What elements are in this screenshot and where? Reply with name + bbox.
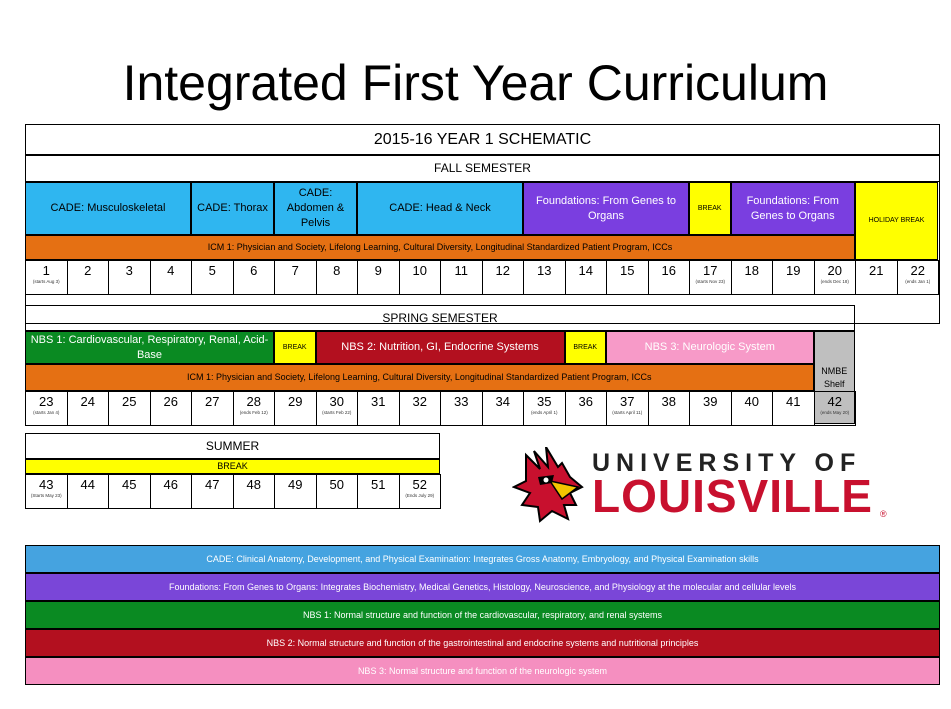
fall-week-7: [274, 260, 317, 295]
spring-week-23: [25, 391, 68, 426]
block-nbs1-label: NBS 1: Cardiovascular, Respiratory, Renal, Acid-Base: [30, 333, 269, 361]
week-number: 25: [122, 394, 137, 409]
spring-week-27: [191, 391, 234, 426]
summer-week-50: [316, 474, 359, 509]
summer-week-47: [191, 474, 234, 509]
week-number: 50: [329, 477, 344, 492]
week-number: 32: [412, 394, 427, 409]
fall-week-8: [316, 260, 359, 295]
spring-week-42: [814, 391, 857, 426]
week-number: 41: [786, 394, 801, 409]
logo-registered: ®: [880, 509, 887, 519]
week-number: 21: [869, 263, 884, 278]
spring-week-25: [108, 391, 151, 426]
week-note: (ends Jan 1): [905, 279, 931, 284]
week-number: 5: [208, 263, 216, 278]
block-spring-break-1-label: BREAK: [282, 343, 307, 351]
week-number: 40: [744, 394, 759, 409]
block-spring-break-2: [565, 331, 607, 364]
block-nmbe-shelf-label: NMBE Shelf: [821, 366, 848, 389]
fall-week-15: [606, 260, 649, 295]
legend-text: NBS 1: Normal structure and function of the cardiovascular, respiratory, and renal systems: [303, 610, 662, 620]
week-number: 37: [620, 394, 635, 409]
week-number: 8: [333, 263, 341, 278]
fall-week-22: [897, 260, 940, 295]
spring-week-41: [772, 391, 815, 426]
block-cade-abdomen: [274, 182, 357, 235]
week-number: 47: [205, 477, 220, 492]
summer-header-label: SUMMER: [205, 438, 260, 453]
fall-week-10: [399, 260, 442, 295]
legend-row: [25, 545, 940, 573]
block-cade-head-neck-label: CADE: Head & Neck: [389, 202, 491, 215]
week-number: 6: [250, 263, 258, 278]
week-note: (ends April 1): [530, 410, 558, 415]
block-fall-break-label: BREAK: [697, 204, 722, 212]
legend-text: CADE: Clinical Anatomy, Development, and Physical Examination: Integrates Gross Anatomy, Embryology, and Physical Examination skills: [206, 554, 759, 564]
spring-icm-bar-label: ICM 1: Physician and Society, Lifelong Learning, Cultural Diversity, Longitudinal Standardized Patient Program, ICCs: [187, 372, 652, 383]
week-number: 19: [786, 263, 801, 278]
fall-week-11: [440, 260, 483, 295]
week-number: 49: [288, 477, 303, 492]
week-number: 51: [371, 477, 386, 492]
summer-week-52: [399, 474, 442, 509]
week-number: 38: [661, 394, 676, 409]
spring-week-31: [357, 391, 400, 426]
week-number: 28: [246, 394, 261, 409]
week-number: 46: [163, 477, 178, 492]
summer-week-48: [233, 474, 276, 509]
spring-week-40: [731, 391, 774, 426]
summer-week-44: [67, 474, 110, 509]
fall-week-21: [855, 260, 898, 295]
summer-week-45: [108, 474, 151, 509]
block-foundations-2-label: Foundations: From Genes to Organs: [746, 194, 839, 222]
spring-week-24: [67, 391, 110, 426]
week-number: 29: [288, 394, 303, 409]
schematic-title: [25, 124, 940, 155]
spring-week-36: [565, 391, 608, 426]
week-number: 23: [39, 394, 54, 409]
spring-icm-bar: [25, 364, 814, 391]
week-note: (ends May 20): [820, 410, 850, 415]
page-title: Integrated First Year Curriculum: [122, 55, 829, 111]
fall-week-9: [357, 260, 400, 295]
week-number: 45: [122, 477, 137, 492]
week-number: 42: [827, 394, 842, 409]
spring-week-30: [316, 391, 359, 426]
week-number: 11: [454, 263, 468, 278]
week-number: 35: [537, 394, 552, 409]
fall-week-17: [689, 260, 732, 295]
summer-break-bar: [25, 459, 440, 474]
block-spring-break-2-label: BREAK: [573, 343, 598, 351]
cardinal-bird-icon: [512, 447, 588, 525]
fall-week-14: [565, 260, 608, 295]
week-note: (ends Dec 18): [820, 279, 849, 284]
block-cade-head-neck: [357, 182, 523, 235]
fall-semester-header: [25, 155, 940, 182]
week-note: (Starts May 23): [30, 493, 62, 498]
block-fall-break: [689, 182, 731, 235]
summer-week-49: [274, 474, 317, 509]
spring-week-29: [274, 391, 317, 426]
block-nbs3: [606, 331, 814, 364]
week-number: 12: [495, 263, 510, 278]
week-number: 52: [412, 477, 427, 492]
fall-week-16: [648, 260, 691, 295]
week-number: 34: [495, 394, 510, 409]
fall-week-1: [25, 260, 68, 295]
legend-row: [25, 657, 940, 685]
logo-line1: UNIVERSITY OF: [592, 449, 862, 477]
spring-week-34: [482, 391, 525, 426]
week-note: (Ends July 29): [405, 493, 435, 498]
block-cade-thorax-label: CADE: Thorax: [197, 202, 268, 215]
spring-week-37: [606, 391, 649, 426]
week-note: (starts Aug 3): [32, 279, 60, 284]
block-foundations-2: [731, 182, 856, 235]
block-nbs3-label: NBS 3: Neurologic System: [644, 341, 775, 354]
legend-row: [25, 629, 940, 657]
logo-line2: LOUISVILLE: [592, 470, 873, 522]
week-number: 10: [412, 263, 427, 278]
block-nbs2: [316, 331, 565, 364]
week-number: 44: [80, 477, 95, 492]
week-note: (ends Feb 12): [239, 410, 268, 415]
block-cade-musculoskeletal-label: CADE: Musculoskeletal: [50, 202, 166, 215]
fall-semester-header-label: FALL SEMESTER: [434, 161, 531, 176]
fall-week-12: [482, 260, 525, 295]
week-number: 20: [827, 263, 842, 278]
fall-week-3: [108, 260, 151, 295]
legend-text: NBS 3: Normal structure and function of the neurologic system: [357, 666, 608, 676]
block-foundations-1: [523, 182, 689, 235]
week-number: 43: [39, 477, 54, 492]
summer-week-46: [150, 474, 193, 509]
week-number: 14: [578, 263, 593, 278]
summer-header: [25, 433, 440, 459]
fall-week-19: [772, 260, 815, 295]
week-number: 16: [661, 263, 676, 278]
fall-week-5: [191, 260, 234, 295]
week-note: (starts Jan 4): [33, 410, 60, 415]
week-number: 31: [371, 394, 386, 409]
week-number: 3: [125, 263, 133, 278]
week-number: 15: [620, 263, 635, 278]
fall-week-20: [814, 260, 857, 295]
spring-semester-header-label: SPRING SEMESTER: [382, 310, 498, 325]
week-number: 26: [163, 394, 178, 409]
fall-icm-bar: [25, 235, 855, 260]
block-holiday-break-label: HOLIDAY BREAK: [868, 217, 925, 225]
week-number: 27: [205, 394, 220, 409]
block-holiday-break: [855, 182, 938, 260]
fall-icm-bar-label: ICM 1: Physician and Society, Lifelong Learning, Cultural Diversity, Longitudinal Standardized Patient Program, ICCs: [207, 242, 673, 253]
week-number: 13: [537, 263, 552, 278]
week-number: 9: [374, 263, 382, 278]
week-number: 36: [578, 394, 593, 409]
legend-row: [25, 601, 940, 629]
summer-week-51: [357, 474, 400, 509]
summer-week-43: [25, 474, 68, 509]
block-foundations-1-label: Foundations: From Genes to Organs: [535, 194, 676, 222]
university-logo: [512, 447, 892, 527]
week-number: 39: [703, 394, 718, 409]
spring-week-39: [689, 391, 732, 426]
spring-week-35: [523, 391, 566, 426]
week-number: 33: [454, 394, 469, 409]
spring-week-33: [440, 391, 483, 426]
fall-week-4: [150, 260, 193, 295]
fall-week-6: [233, 260, 276, 295]
block-nbs1: [25, 331, 274, 364]
summer-break-bar-label: BREAK: [217, 461, 248, 472]
fall-week-18: [731, 260, 774, 295]
block-cade-musculoskeletal: [25, 182, 191, 235]
week-note: (starts April 11): [612, 410, 643, 415]
week-number: 7: [291, 263, 299, 278]
week-number: 1: [42, 263, 50, 278]
legend-text: NBS 2: Normal structure and function of the gastrointestinal and endocrine systems and nutritional principles: [266, 638, 699, 648]
fall-week-13: [523, 260, 566, 295]
week-number: 4: [167, 263, 175, 278]
week-number: 30: [329, 394, 344, 409]
block-nbs2-label: NBS 2: Nutrition, GI, Endocrine Systems: [341, 341, 539, 354]
block-cade-thorax: [191, 182, 274, 235]
block-spring-break-1: [274, 331, 316, 364]
schematic-title-label: 2015-16 YEAR 1 SCHEMATIC: [373, 130, 592, 148]
week-number: 18: [744, 263, 759, 278]
week-number: 24: [80, 394, 95, 409]
spring-week-32: [399, 391, 442, 426]
legend-text: Foundations: From Genes to Organs: Integrates Biochemistry, Medical Genetics, Histology, Neuroscience, and Physiology at the molecular and cellular levels: [169, 582, 796, 592]
spring-semester-header: [25, 305, 855, 331]
week-number: 22: [910, 263, 925, 278]
week-number: 48: [246, 477, 261, 492]
legend-row: [25, 573, 940, 601]
week-number: 2: [84, 263, 92, 278]
fall-week-2: [67, 260, 110, 295]
week-note: (starts Feb 22): [322, 410, 352, 415]
block-cade-abdomen-label: CADE: Abdomen & Pelvis: [286, 187, 345, 229]
week-number: 17: [703, 263, 718, 278]
spring-week-38: [648, 391, 691, 426]
spring-week-26: [150, 391, 193, 426]
spring-week-28: [233, 391, 276, 426]
week-note: (starts Nov 23): [695, 279, 725, 284]
